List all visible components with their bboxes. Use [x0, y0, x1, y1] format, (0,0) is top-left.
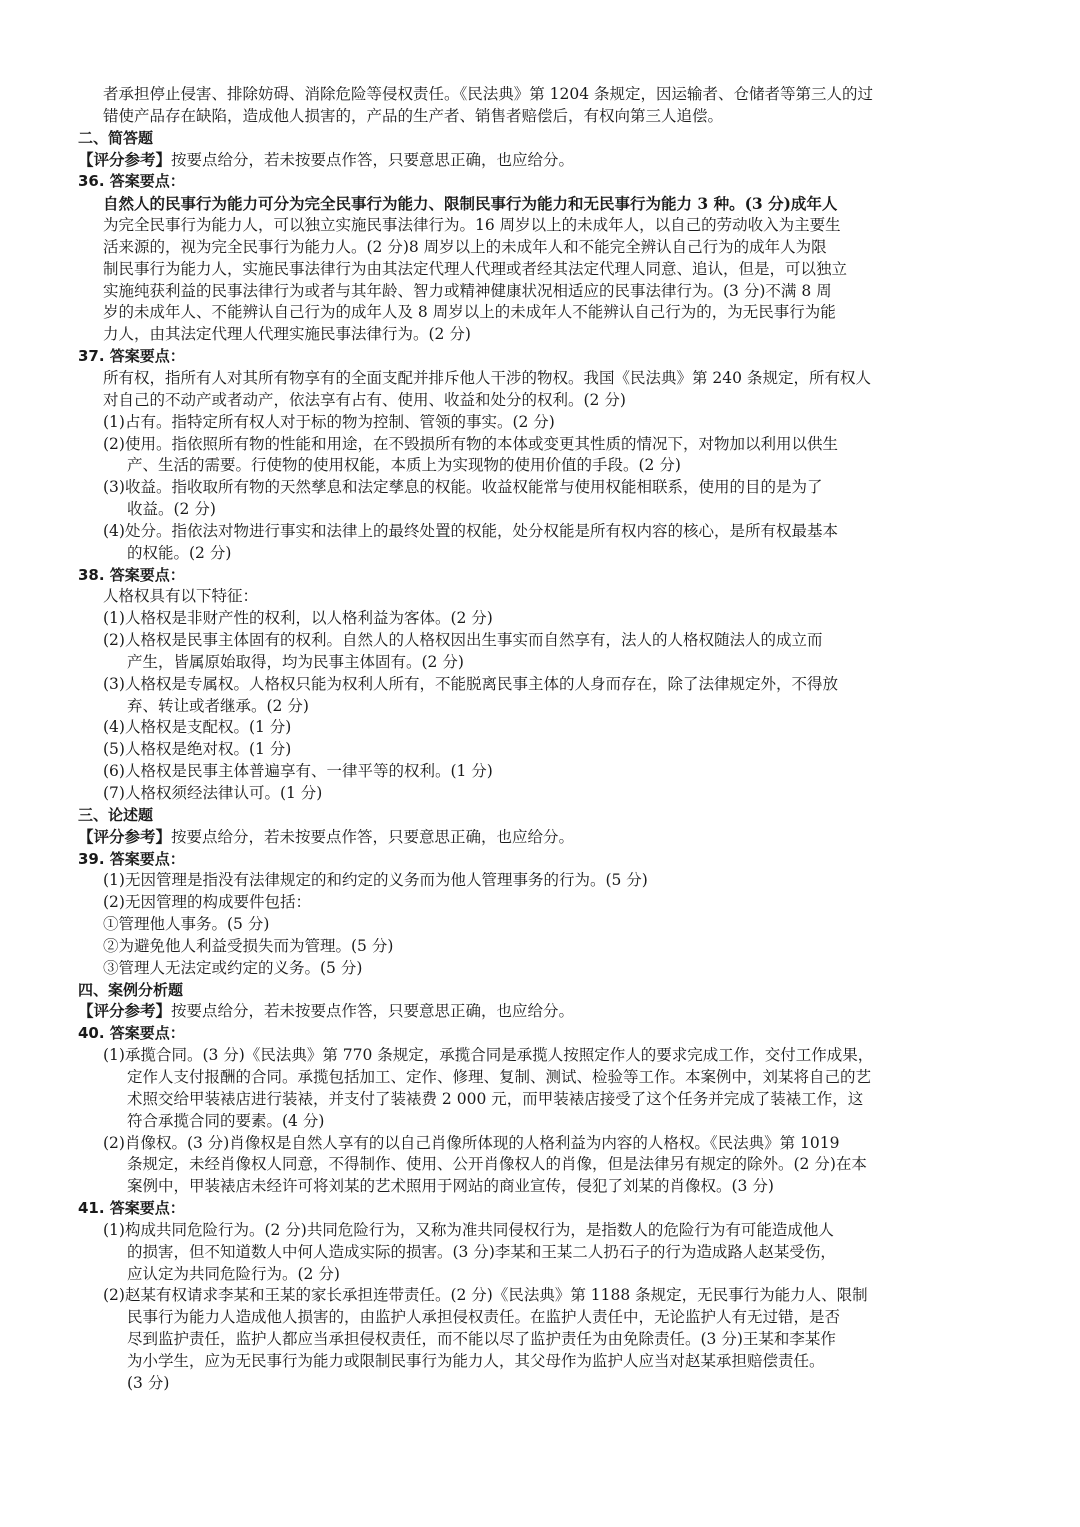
q38-intro: 人格权具有以下特征：: [103, 587, 259, 606]
q36-line-7: 力人，由其法定代理人代理实施民事法律行为。(2 分): [103, 325, 471, 344]
q40-item-1-cont-3: 符合承揽合同的要素。(4 分): [127, 1111, 325, 1130]
scoring-text: 按要点给分，若未按要点作答，只要意思正确，也应给分。: [171, 150, 575, 169]
q38-item-3: (3)人格权是专属权。人格权只能为权利人所有，不能脱离民事主体的人身而存在，除了法律规定外，不得放: [103, 674, 838, 693]
q37-item-4: (4)处分。指依法对物进行事实和法律上的最终处置的权能，处分权能是所有权内容的核心，是所有权最基本: [103, 521, 838, 540]
q39-line-4: ②为避免他人利益受损失而为管理。(5 分): [103, 936, 394, 955]
q39-line-1: (1)无因管理是指没有法律规定的和约定的义务而为他人管理事务的行为。(5 分): [103, 871, 648, 890]
q38-item-2-cont: 产生，皆属原始取得，均为民事主体固有。(2 分): [127, 652, 464, 671]
q39-line-2: (2)无因管理的构成要件包括：: [103, 893, 311, 912]
q38-item-5: (5)人格权是绝对权。(1 分): [103, 740, 292, 759]
q37-line-2: 对自己的不动产或者动产，依法享有占有、使用、收益和处分的权利。(2 分): [103, 390, 626, 409]
section-title-essay: 三、论述题: [78, 805, 154, 824]
q36-line-4: 制民事行为能力人，实施民事法律行为由其法定代理人代理或者经其法定代理人同意、追认，但是，可以独立: [103, 259, 848, 278]
q40-item-2: (2)肖像权。(3 分)肖像权是自然人享有的以自己肖像所体现的人格利益为内容的人格权。《民法典》第 1019: [103, 1133, 840, 1152]
q39-line-3: ①管理他人事务。(5 分): [103, 915, 270, 934]
scoring-note: [78, 150, 978, 172]
q41-item-1: (1)构成共同危险行为。(2 分)共同危险行为，又称为准共同侵权行为，是指数人的危险行为有可能造成他人: [103, 1220, 834, 1239]
scoring-label: 【评分参考】: [78, 827, 172, 846]
q37-item-1: (1)占有。指特定所有权人对于标的物为控制、管领的事实。(2 分): [103, 412, 555, 431]
q37-item-4-cont: 的权能。(2 分): [127, 543, 232, 562]
q36-line-1: 自然人的民事行为能力可分为完全民事行为能力、限制民事行为能力和无民事行为能力 3 种。(3 分)成年人: [103, 194, 838, 214]
scoring-text: 按要点给分，若未按要点作答，只要意思正确，也应给分。: [171, 1002, 575, 1021]
q40-item-1-cont-2: 术照交给甲装裱店进行装裱，并支付了装裱费 2 000 元，而甲装裱店接受了这个任务并完成了装裱工作，这: [127, 1089, 864, 1108]
q41-item-1-cont-2: 应认定为共同危险行为。(2 分): [127, 1264, 340, 1283]
answer-label-38: 38. 答案要点：: [78, 565, 185, 584]
section-title-case-analysis: 四、案例分析题: [78, 980, 184, 999]
q36-line-6: 岁的未成年人、不能辨认自己行为的成年人及 8 周岁以上的未成年人不能辨认自己行为的，为无民事行为能: [103, 303, 836, 322]
scoring-note: [78, 1001, 978, 1023]
q38-item-1: (1)人格权是非财产性的权利，以人格利益为客体。(2 分): [103, 609, 493, 628]
section-title-short-answer: 二、简答题: [78, 128, 154, 147]
answer-label-36: 36. 答案要点：: [78, 172, 185, 191]
scoring-text: 按要点给分，若未按要点作答，只要意思正确，也应给分。: [171, 827, 575, 846]
q36-line-2: 为完全民事行为能力人，可以独立实施民事法律行为。16 周岁以上的未成年人，以自己的劳动收入为主要生: [103, 216, 841, 235]
scoring-label: 【评分参考】: [78, 150, 172, 169]
q37-item-2-cont: 产、生活的需要。行使物的使用权能，本质上为实现物的使用价值的手段。(2 分): [127, 456, 681, 475]
q41-item-2-cont-3: 为小学生，应为无民事行为能力或限制民事行为能力人，其父母作为监护人应当对赵某承担赔偿责任。: [127, 1351, 825, 1370]
q40-item-2-cont-2: 案例中，甲装裱店未经许可将刘某的艺术照用于网站的商业宣传，侵犯了刘某的肖像权。(3 分): [127, 1177, 774, 1196]
q40-item-2-cont-1: 条规定，未经肖像权人同意，不得制作、使用、公开肖像权人的肖像，但是法律另有规定的除外。(2 分)在本: [127, 1155, 867, 1174]
q41-item-2-cont-1: 民事行为能力人造成他人损害的，由监护人承担侵权责任。在监护人责任中，无论监护人有无过错，是否: [127, 1308, 841, 1327]
answer-page: [78, 84, 978, 1395]
intro-line-2: 错使产品存在缺陷，造成他人损害的，产品的生产者、销售者赔偿后，有权向第三人追偿。: [103, 106, 724, 125]
q38-item-2: (2)人格权是民事主体固有的权利。自然人的人格权因出生事实而自然享有，法人的人格权随法人的成立而: [103, 631, 823, 650]
q36-line-5: 实施纯获利益的民事法律行为或者与其年龄、智力或精神健康状况相适应的民事法律行为。(3 分)不满 8 周: [103, 281, 832, 300]
answer-label-39: 39. 答案要点：: [78, 849, 185, 868]
q38-item-6: (6)人格权是民事主体普遍享有、一律平等的权利。(1 分): [103, 762, 493, 781]
q41-item-2-cont-4: (3 分): [127, 1373, 170, 1392]
q39-line-5: ③管理人无法定或约定的义务。(5 分): [103, 958, 363, 977]
answer-label-37: 37. 答案要点：: [78, 347, 185, 366]
scoring-note: [78, 827, 978, 849]
q36-line-3: 活来源的，视为完全民事行为能力人。(2 分)8 周岁以上的未成年人和不能完全辨认自己行为的成年人为限: [103, 237, 827, 256]
q38-item-3-cont: 弃、转让或者继承。(2 分): [127, 696, 309, 715]
intro-line-1: 者承担停止侵害、排除妨碍、消除危险等侵权责任。《民法典》第 1204 条规定，因运输者、仓储者等第三人的过: [103, 85, 874, 103]
q38-item-4: (4)人格权是支配权。(1 分): [103, 718, 292, 737]
answer-label-40: 40. 答案要点：: [78, 1024, 185, 1043]
q41-item-1-cont-1: 的损害，但不知道数人中何人造成实际的损害。(3 分)李某和王某二人扔石子的行为造成路人赵某受伤，: [127, 1242, 836, 1261]
q41-item-2: (2)赵某有权请求李某和王某的家长承担连带责任。(2 分)《民法典》第 1188 条规定，无民事行为能力人、限制: [103, 1286, 868, 1305]
scoring-label: 【评分参考】: [78, 1002, 172, 1021]
q37-line-1: 所有权，指所有人对其所有物享有的全面支配并排斥他人干涉的物权。我国《民法典》第 240 条规定，所有权人: [103, 368, 871, 387]
q40-item-1: (1)承揽合同。(3 分)《民法典》第 770 条规定，承揽合同是承揽人按照定作人的要求完成工作，交付工作成果，: [103, 1046, 874, 1065]
answer-label-41: 41. 答案要点：: [78, 1199, 185, 1218]
q37-item-3-cont: 收益。(2 分): [127, 500, 216, 519]
q40-item-1-cont-1: 定作人支付报酬的合同。承揽包括加工、定作、修理、复制、测试、检验等工作。本案例中，刘某将自己的艺: [127, 1067, 872, 1086]
q41-item-2-cont-2: 尽到监护责任，监护人都应当承担侵权责任，而不能以尽了监护责任为由免除责任。(3 分)王某和李某作: [127, 1330, 836, 1349]
q37-item-3: (3)收益。指收取所有物的天然孳息和法定孳息的权能。收益权能常与使用权能相联系，使用的目的是为了: [103, 478, 823, 497]
q37-item-2: (2)使用。指依照所有物的性能和用途，在不毁损所有物的本体或变更其性质的情况下，对物加以利用以供生: [103, 434, 838, 453]
q38-item-7: (7)人格权须经法律认可。(1 分): [103, 784, 323, 802]
